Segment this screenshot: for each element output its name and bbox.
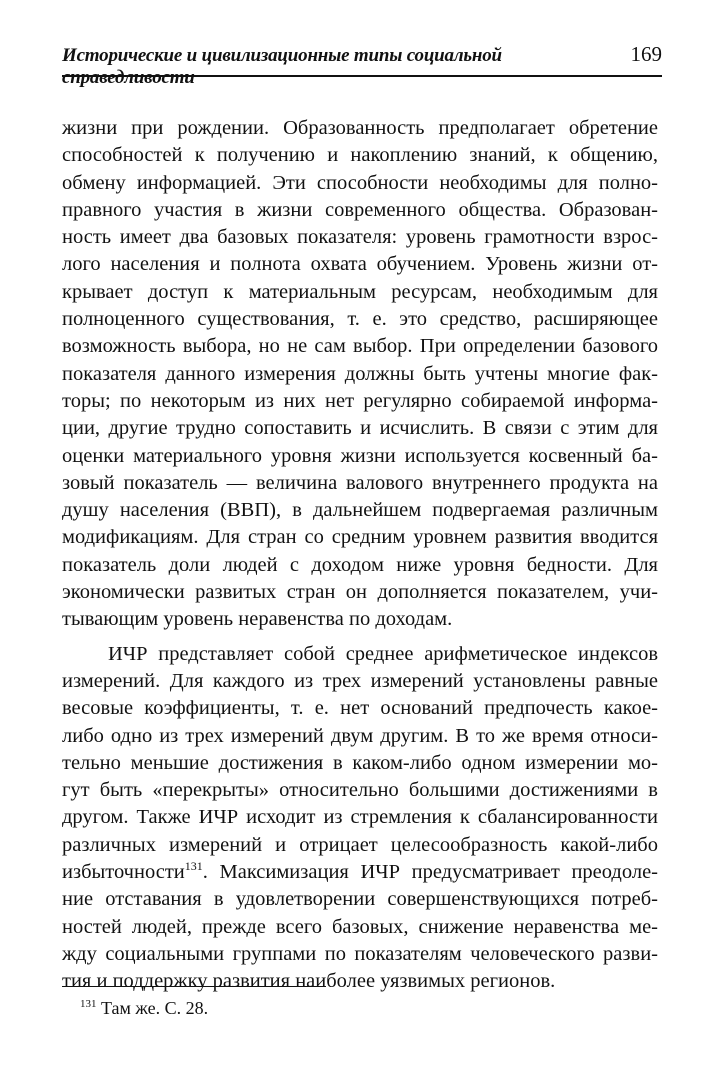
text-line: полноценного существования, т. е. это средство, расширяющее — [62, 308, 658, 331]
text-line: зовый показатель — величина валового внутреннего продукта на — [62, 471, 658, 494]
text-line: модификациям. Для стран со средним уровнем развития вводится — [62, 526, 658, 549]
footnote-text: Там же. С. 28. — [101, 998, 209, 1018]
footnote-marker: 131 — [80, 998, 97, 1010]
paragraph-2 — [62, 641, 658, 996]
footnote — [80, 998, 208, 1019]
text-line: возможность выбора, но не сам выбор. При определении базового — [62, 335, 658, 358]
footnote-rule — [62, 986, 326, 987]
text-line: гут быть «перекрыты» относительно большими достижениями в — [62, 779, 658, 802]
text-line: душу населения (ВВП), в дальнейшем подвергаемая различным — [62, 499, 658, 522]
text-line: правного участия в жизни современного общества. Образован- — [62, 198, 658, 221]
text-line: показатель доли людей с доходом ниже уровня бедности. Для — [62, 553, 658, 576]
text-line: оценки материального уровня жизни используется косвенный ба- — [62, 444, 658, 467]
text-line: тывающим уровень неравенства по доходам. — [62, 608, 453, 631]
text-line: ние отставания в удовлетворении совершенствующихся потреб- — [62, 888, 658, 911]
text-line: ность имеет два базовых показателя: уровень грамотности взрос- — [62, 226, 658, 249]
text-line: тельно меньшие достижения в каком-либо одном измерении мо- — [62, 751, 658, 774]
running-head — [62, 42, 662, 89]
paragraph-1 — [62, 115, 658, 634]
text-line: жду социальными группами по показателям человеческого разви- — [62, 942, 658, 965]
text-line: ностей людей, прежде всего базовых, снижение неравенства ме- — [62, 915, 658, 938]
running-title: Исторические и цивилизационные типы социальной справедливости — [62, 45, 502, 88]
header-rule — [62, 75, 662, 77]
body-text — [62, 115, 658, 996]
footnote-reference[interactable]: 131 — [184, 859, 203, 874]
page-number: 169 — [630, 42, 662, 66]
text-line: торы; по некоторым из них нет регулярно собираемой информа- — [62, 389, 658, 412]
text-line: различных измерений и отрицает целесообразность какой-либо — [62, 833, 658, 856]
text-line: ИЧР представляет собой среднее арифметическое индексов — [108, 642, 658, 665]
text-line: экономически развитых стран он дополняется показателем, учи- — [62, 581, 658, 604]
text-fragment: избыточности — [62, 861, 185, 884]
text-fragment: . Максимизация ИЧР предусматривает преодоле- — [202, 861, 658, 884]
text-line: лого населения и полнота охвата обучением. Уровень жизни от- — [62, 253, 658, 276]
text-line-with-footnote — [62, 859, 658, 886]
text-line: обмену информацией. Эти способности необходимы для полно- — [62, 171, 658, 194]
text-line: ции, другие трудно сопоставить и исчислить. В связи с этим для — [62, 417, 658, 440]
text-line: показателя данного измерения должны быть учтены многие фак- — [62, 362, 658, 385]
text-line: весовые коэффициенты, т. е. нет оснований предпочесть какое- — [62, 697, 658, 720]
text-line: жизни при рождении. Образованность предполагает обретение — [62, 117, 658, 139]
text-line: другом. Также ИЧР исходит из стремления к сбалансированности — [62, 806, 658, 829]
text-line: крывает доступ к материальным ресурсам, необходимым для — [62, 280, 658, 303]
text-line: либо одно из трех измерений двум другим. В то же время относи- — [62, 724, 658, 747]
text-line: способностей к получению и накоплению знаний, к общению, — [62, 144, 658, 167]
text-line: измерений. Для каждого из трех измерений установлены равные — [62, 669, 658, 692]
text-line: тия и поддержку развития наиболее уязвимых регионов. — [62, 970, 556, 993]
